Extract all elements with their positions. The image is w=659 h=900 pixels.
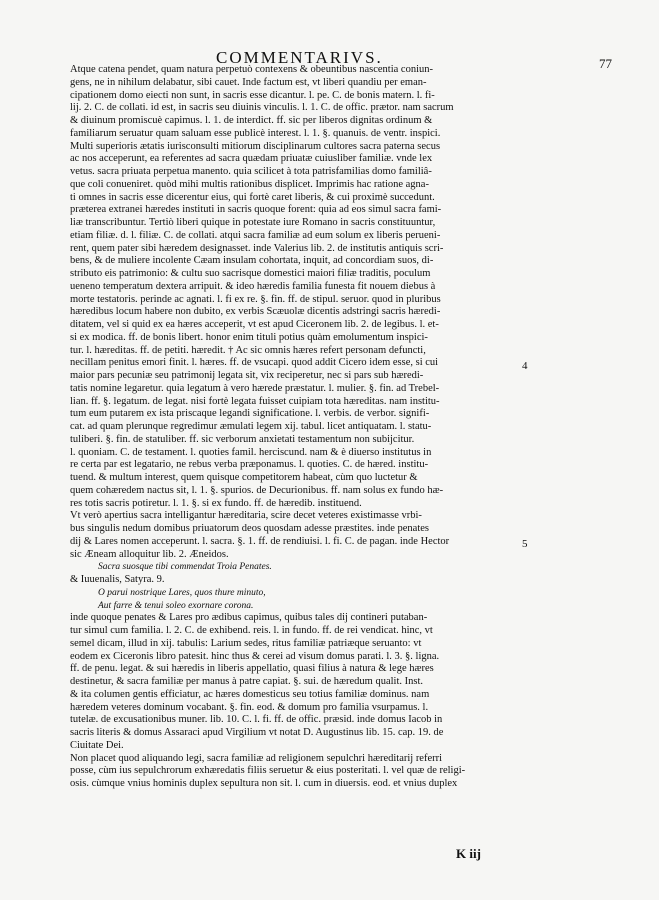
text-line: necillam penitus emori finit. l. hæres. ff. de vsucapi. quod addit Cicero idem esse, si cui <box>70 357 439 369</box>
text-line: dij & Lares nomen acceperunt. l. sacra. §. 1. ff. de rendiuisi. l. fi. C. de pagan. inde Hector <box>70 535 450 547</box>
text-line: Atque catena pendet, quam natura perpetuò contexens & obeuntibus nascentia coniun- <box>70 64 433 75</box>
signature-mark: K iij <box>456 846 481 861</box>
text-line: etiam filiæ. d. l. filiæ. C. de collati. atqui sacra familiæ ad eum solum ex liberis perueni- <box>70 229 441 241</box>
text-line: cipationem domo eiecti non sunt, in sacris esse dicantur. l. pe. C. de bonis matern. l. fi- <box>70 89 435 101</box>
text-line: gens, ne in nihilum delabatur, sibi cauet. Inde factum est, vt liberi quandiu per eman- <box>70 76 427 88</box>
text-line: ueneno temperatum dextera arripuit. & ideo hæredis familia funesta fit nouem diebus à <box>70 280 436 292</box>
text-line: osis. cùmque vnius hominis duplex sepultura non sit. l. cum in diuersis. eod. et vnius duplex <box>70 778 458 789</box>
text-line: Non placet quod aliquando legi, sacra familiæ ad religionem sepulchri hæreditarij referri <box>70 752 443 764</box>
text-line: rent, quem pater sibi hæredem designasset. inde Valerius lib. 2. de institutis antiquis scri- <box>70 242 444 254</box>
text-block-1 <box>70 64 514 561</box>
text-line: ff. de penu. legat. & sui hæredis in liberis appellatio, quasi filius à natura & lege hæres <box>70 663 434 675</box>
text-line: quem cohæredem nactus sit, l. 1. §. spurios. de Decurionibus. ff. nam solus ex fundo hæ- <box>70 484 444 496</box>
text-line: stributo eis patrimonio: & cultu suo sacrisque domestici maiori filiæ traditis, poculum <box>70 268 431 279</box>
text-line: re certa par est legatario, ne rebus verba præponamus. l. quoties. C. de hæred. institu- <box>70 459 429 471</box>
text-line: posse, cùm ius sepulchrorum exhæredatis filiis seruetur & eius posteritati. l. vel quæ de religi- <box>70 765 466 777</box>
running-title: COMMENTARIVS. <box>216 48 383 67</box>
text-block-2 <box>70 612 514 791</box>
text-line: & diuinum promiscuè capimus. l. 1. de interdict. ff. sic per liberos dignitas ordinum & <box>70 115 433 126</box>
text-line: si ex modica. ff. de bonis libert. honor enim tituli potius quàm emolumentum inspici- <box>70 331 428 343</box>
text-line: tur simul cum familia. l. 2. C. de exhibend. reis. l. in fundo. ff. de rei vendicat. hinc, vt <box>70 625 433 636</box>
text-line: semel dicam, illud in xij. tabulis: Larium sedes, ritus familiæ patriæque seruanto: vt <box>70 637 422 649</box>
text-line: tatis nomine legaretur. quia legatum à vero hærede præstatur. l. mulier. §. fin. ad Trebel- <box>70 382 440 394</box>
main-text <box>70 64 514 791</box>
quote-line: Sacra suosque tibi commendat Troia Penates. <box>98 562 272 573</box>
text-line: ti omnes in sacris esse dicerentur eius, qui fortè caret liberis, & cui proximè succedunt. <box>70 191 435 203</box>
quote-line: Aut farre & tenui soleo exornare corona. <box>98 600 254 611</box>
text-line: eodem ex Ciceronis libro patesit. hinc thus & cerei ad visum domus parati. l. 3. §. ligna. <box>70 650 440 662</box>
text-line: bens, & de muliere incolente Cæam insulam cohortata, inquit, ad concordiam suos, di- <box>70 255 434 267</box>
text-line: l. quoniam. C. de testament. l. quoties famil. herciscund. nam & è diuerso institutus in <box>70 446 432 458</box>
text-line: præterea extranei hæredes instituti in sacris quoque forent: quia ad eos simul sacra fami- <box>70 204 442 216</box>
text-line: que coli conueniret. quòd mihi multis rationibus displicet. Imprimis hac ratione agna- <box>70 178 429 190</box>
text-line: liæ transcribuntur. Tertiò liberi quique in potestate iure Romano in sacris constituuntur, <box>70 217 436 228</box>
text-line: tuend. & multum interest, quem quisque competitorem habeat, cùm quo luctetur & <box>70 472 418 483</box>
text-line: lian. ff. §. legatum. de legat. nisi fortè legata fuisset cuipiam tota hæreditas. nam institu- <box>70 395 440 407</box>
text-line: bus singulis nedum domibus priuatorum deos quosdam adesse præstites. inde penates <box>70 523 429 534</box>
text-line: & ita columen gentis efficiatur, ac hæres domesticus seu totius familiæ dominus. nam <box>70 688 430 700</box>
text-line: ditatem, vel si quid ex ea hæres acceperit, vt est apud Ciceronem lib. 2. de legibus. l. et- <box>70 319 439 330</box>
text-line: sic Æneam alloquitur lib. 2. Æneidos. <box>70 548 229 560</box>
text-line: inde quoque penates & Lares pro ædibus capimus, quibus tales dij contineri putaban- <box>70 612 428 624</box>
text-line: ac nos acceperunt, ea referentes ad sacra quædam priuatæ cuiusliber familiæ. vnde lex <box>70 153 433 165</box>
text-line: cat. ad quam plerunque regredimur æmulati legem xij. tabul. licet antiquatam. l. statu- <box>70 421 432 432</box>
text-line: hæredibus locum habere non dubito, ex verbis Scæuolæ dicentis adstringi sacris hæredi- <box>70 306 441 318</box>
text-line: lij. 2. C. de collati. id est, in sacris seu diuinis vinculis. l. 1. C. de offic. prætor. nam sacrum <box>70 102 454 114</box>
text-line: tum eum putarem ex ista priscaque legandi significatione. l. verbis. de verbor. signifi- <box>70 408 430 420</box>
quote-line: O parui nostrique Lares, quos thure minuto, <box>98 587 266 598</box>
text-line: tuliberi. §. fin. de statuliber. ff. sic verborum anxietati testamentum non subijcitur. <box>70 433 415 445</box>
text-line: hæredem veteres dominum vocabant. §. fin. eod. & domum pro familia vsurpamus. l. <box>70 701 429 713</box>
text-line: Multi superioris ætatis iurisconsulti mitiorum disciplinarum cultores sacra paterna secus <box>70 140 441 152</box>
quote-reference: & Iuuenalis, Satyra. 9. <box>70 574 165 585</box>
text-line: morte testatoris. perinde ac agnati. l. fi ex re. §. fin. ff. de stipul. seruor. quod in pluribus <box>70 293 441 305</box>
margin-number-5: 5 <box>522 538 528 550</box>
text-line: res totis sacris potiretur. l. 1. §. si ex fundo. ff. de hæredib. instituend. <box>70 497 362 509</box>
margin-number-4: 4 <box>522 360 528 372</box>
text-line: Vt verò apertius sacra intelligantur hæreditaria, scire decet veteres existimasse vrbi- <box>70 510 422 522</box>
text-line: vetus. sacra priuata perpetua manento. quia scilicet à tota patrisfamilias domo familiâ- <box>70 166 432 177</box>
text-line: familiarum seruatur quam saluam esse publicè interest. l. 1. §. quanuis. de ventr. inspici. <box>70 127 441 139</box>
text-line: destinetur, & sacra familiæ per manus à patre capiat. §. sui. de hæredum qualit. Inst. <box>70 676 423 687</box>
page-number: 77 <box>599 56 612 71</box>
text-line: tur. l. hæreditas. ff. de petiti. hæredit. † Ac sic omnis hæres refert personam defuncti, <box>70 344 426 356</box>
text-line: tutelæ. de excusationibus muner. lib. 10. C. l. fi. ff. de offic. præsid. inde domus Iacob in <box>70 714 443 726</box>
text-line: Ciuitate Dei. <box>70 739 124 751</box>
text-line: maior pars pecuniæ seu patrimonij legata sit, vix reciperetur, nec si pars sub hæredi- <box>70 370 424 381</box>
text-line: sacris literis & domus Assaraci apud Virgilium vt notat D. Augustinus lib. 15. cap. 19. de <box>70 727 444 738</box>
